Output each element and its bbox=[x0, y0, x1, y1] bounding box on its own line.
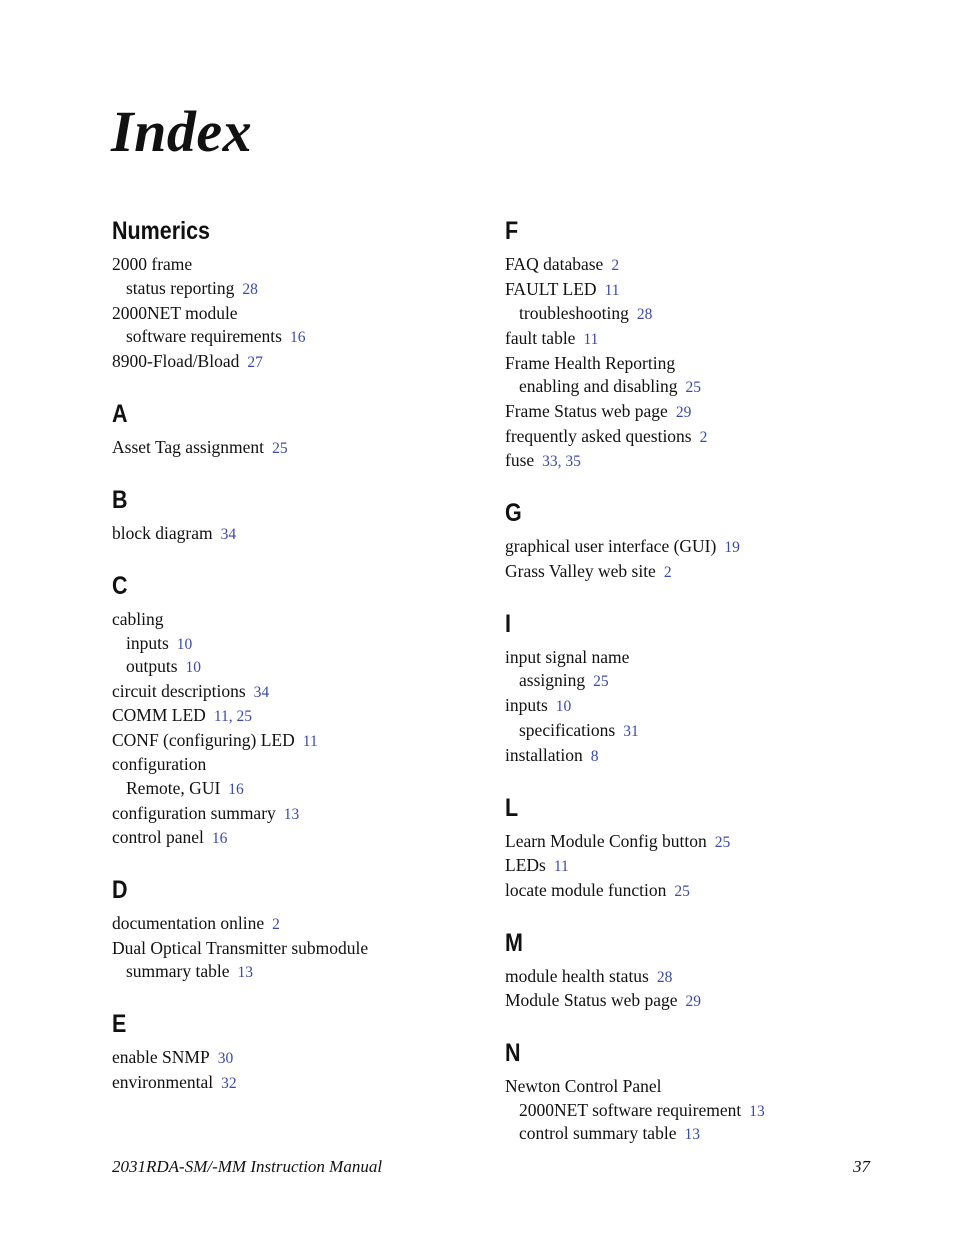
entry-term: configuration summary bbox=[112, 802, 276, 823]
entry-term: Learn Module Config button bbox=[505, 830, 707, 851]
index-entry bbox=[112, 705, 492, 727]
entry-term: control summary table bbox=[519, 1122, 677, 1143]
section-letter: G bbox=[505, 499, 522, 527]
section-letter: C bbox=[112, 572, 128, 600]
section-letter: M bbox=[505, 928, 523, 957]
page-link[interactable]: 34 bbox=[220, 526, 237, 543]
entry-term: inputs bbox=[126, 632, 169, 653]
index-entry bbox=[112, 730, 492, 752]
entry-term: graphical user interface (GUI) bbox=[505, 536, 717, 556]
index-section-d bbox=[112, 873, 492, 983]
index-entry bbox=[505, 647, 885, 668]
page-link[interactable]: 10 bbox=[185, 658, 202, 676]
page-link[interactable]: 8 bbox=[590, 747, 599, 765]
page-link[interactable]: 13 bbox=[283, 805, 300, 823]
index-entry bbox=[505, 855, 885, 877]
index-entry bbox=[505, 745, 885, 767]
page-separator: , bbox=[228, 708, 237, 725]
index-column-left bbox=[112, 214, 492, 1118]
entry-term: input signal name bbox=[505, 646, 630, 667]
index-entry bbox=[112, 913, 492, 935]
index-entry bbox=[112, 803, 492, 825]
entry-term: Frame Status web page bbox=[505, 401, 668, 421]
footer-manual-title: 2031RDA-SM/-MM Instruction Manual bbox=[112, 1157, 383, 1176]
page-link[interactable]: 25 bbox=[272, 440, 288, 457]
index-entry bbox=[505, 966, 885, 988]
index-section-a bbox=[112, 397, 492, 459]
entry-term: inputs bbox=[505, 695, 548, 715]
page-link[interactable]: 28 bbox=[656, 968, 673, 986]
index-subentry bbox=[505, 1123, 885, 1145]
entry-term: locate module function bbox=[505, 879, 667, 900]
entry-term: fault table bbox=[505, 328, 576, 348]
page-link[interactable]: 11 bbox=[213, 708, 229, 725]
entry-term: frequently asked questions bbox=[505, 425, 692, 446]
entry-term: CONF (configuring) LED bbox=[112, 729, 295, 750]
entry-term: outputs bbox=[126, 655, 178, 676]
page-link[interactable]: 25 bbox=[593, 673, 609, 690]
index-entry bbox=[505, 353, 885, 374]
entry-term: status reporting bbox=[126, 277, 235, 298]
index-subentry bbox=[112, 778, 492, 800]
page-link[interactable]: 27 bbox=[247, 354, 263, 371]
entry-term: Newton Control Panel bbox=[505, 1076, 662, 1096]
entry-term: software requirements bbox=[126, 326, 282, 346]
entry-term: enable SNMP bbox=[112, 1047, 210, 1067]
page-separator: , bbox=[557, 453, 566, 470]
entry-term: fuse bbox=[505, 450, 535, 470]
entry-term: assigning bbox=[519, 670, 586, 690]
index-section-n bbox=[505, 1036, 885, 1145]
index-section-f bbox=[505, 214, 885, 472]
entry-term: block diagram bbox=[112, 523, 213, 543]
page-link[interactable]: 35 bbox=[565, 453, 581, 470]
index-subentry bbox=[505, 376, 885, 398]
index-subentry bbox=[112, 278, 492, 300]
page-link[interactable]: 2 bbox=[699, 428, 708, 446]
page-link[interactable]: 10 bbox=[176, 635, 193, 653]
index-section-i bbox=[505, 607, 885, 767]
page-link[interactable]: 13 bbox=[237, 964, 254, 981]
page-link[interactable]: 11 bbox=[302, 732, 318, 750]
index-section-b bbox=[112, 483, 492, 545]
index-entry bbox=[112, 1047, 492, 1069]
index-entry bbox=[505, 990, 885, 1012]
page-link[interactable]: 30 bbox=[217, 1050, 234, 1067]
index-entry bbox=[505, 1076, 885, 1097]
entry-term: configuration bbox=[112, 754, 207, 774]
section-letter: A bbox=[112, 400, 128, 428]
page-link[interactable]: 31 bbox=[623, 722, 639, 740]
page-link[interactable]: 28 bbox=[636, 306, 653, 323]
index-subentry bbox=[112, 326, 492, 348]
page-link[interactable]: 11 bbox=[583, 331, 599, 348]
section-letter: I bbox=[505, 609, 511, 638]
page-link[interactable]: 10 bbox=[555, 698, 572, 715]
index-entry bbox=[112, 523, 492, 545]
page-link[interactable]: 2 bbox=[611, 257, 620, 274]
index-entry bbox=[112, 303, 492, 324]
index-entry bbox=[505, 426, 885, 448]
section-letter: F bbox=[505, 217, 519, 245]
entry-term: circuit descriptions bbox=[112, 680, 246, 701]
page-title: Index bbox=[111, 99, 253, 164]
entry-term: documentation online bbox=[112, 913, 265, 933]
page-link[interactable]: 13 bbox=[684, 1125, 700, 1143]
page-link[interactable]: 2 bbox=[272, 916, 280, 933]
index-entry bbox=[505, 401, 885, 423]
entry-term: Remote, GUI bbox=[126, 777, 221, 798]
page-link[interactable]: 28 bbox=[242, 280, 258, 298]
index-entry bbox=[505, 695, 885, 717]
index-entry bbox=[505, 450, 885, 472]
page-link[interactable]: 11 bbox=[604, 281, 620, 299]
index-subentry bbox=[112, 656, 492, 678]
entry-term: summary table bbox=[126, 961, 230, 981]
index-entry bbox=[112, 1072, 492, 1094]
entry-term: Frame Health Reporting bbox=[505, 352, 676, 373]
page-link[interactable]: 29 bbox=[685, 993, 702, 1010]
index-entry bbox=[505, 561, 885, 583]
section-letter: D bbox=[112, 876, 128, 904]
index-entry bbox=[112, 437, 492, 459]
index-subentry bbox=[505, 303, 885, 325]
entry-term: 2000NET software requirement bbox=[519, 1099, 742, 1120]
index-section-m bbox=[505, 926, 885, 1013]
entry-term: Module Status web page bbox=[505, 990, 678, 1010]
index-section-l bbox=[505, 791, 885, 902]
index-entry bbox=[112, 609, 492, 630]
section-letter: L bbox=[505, 793, 519, 822]
index-entry bbox=[505, 880, 885, 902]
page-link[interactable]: 33 bbox=[542, 453, 558, 470]
entry-term: FAQ database bbox=[505, 254, 604, 274]
page-link[interactable]: 19 bbox=[724, 539, 740, 556]
page-link[interactable]: 16 bbox=[211, 830, 228, 847]
index-entry bbox=[112, 254, 492, 275]
entry-term: troubleshooting bbox=[519, 303, 629, 323]
index-entry bbox=[505, 536, 885, 558]
page-link[interactable]: 16 bbox=[228, 780, 244, 798]
entry-term: Asset Tag assignment bbox=[112, 437, 265, 457]
page-link[interactable]: 25 bbox=[685, 379, 701, 396]
index-subentry bbox=[112, 961, 492, 983]
entry-term: installation bbox=[505, 744, 583, 765]
index-subentry bbox=[112, 633, 492, 655]
section-letter: N bbox=[505, 1039, 521, 1067]
index-section-c bbox=[112, 569, 492, 849]
index-entry bbox=[505, 831, 885, 853]
index-section-e bbox=[112, 1007, 492, 1094]
page-link[interactable]: 11 bbox=[553, 858, 569, 875]
page-link[interactable]: 25 bbox=[236, 708, 253, 725]
footer-page-number: 37 bbox=[853, 1157, 870, 1176]
page-link[interactable]: 16 bbox=[289, 329, 306, 346]
index-section-g bbox=[505, 496, 885, 583]
entry-term: enabling and disabling bbox=[519, 376, 678, 396]
entry-term: cabling bbox=[112, 609, 164, 629]
entry-term: COMM LED bbox=[112, 705, 206, 725]
index-column-right bbox=[505, 214, 885, 1169]
entry-term: 2000NET module bbox=[112, 302, 238, 323]
entry-term: control panel bbox=[112, 827, 204, 847]
index-subentry bbox=[505, 1100, 885, 1122]
entry-term: environmental bbox=[112, 1071, 214, 1092]
index-entry bbox=[112, 351, 492, 373]
page-link[interactable]: 25 bbox=[674, 882, 690, 900]
index-entry bbox=[505, 254, 885, 276]
index-entry bbox=[112, 754, 492, 775]
section-letter: E bbox=[112, 1010, 127, 1038]
section-letter: Numerics bbox=[112, 217, 210, 245]
entry-term: module health status bbox=[505, 965, 649, 986]
entry-term: FAULT LED bbox=[505, 278, 597, 299]
entry-term: LEDs bbox=[505, 855, 546, 875]
entry-term: Dual Optical Transmitter submodule bbox=[112, 937, 369, 958]
index-entry bbox=[505, 279, 885, 301]
entry-term: 8900-Fload/Bload bbox=[112, 351, 240, 371]
index-entry bbox=[112, 681, 492, 703]
page-link[interactable]: 25 bbox=[714, 833, 731, 851]
index-section-numerics bbox=[112, 214, 492, 373]
index-subentry bbox=[505, 720, 885, 742]
section-letter: B bbox=[112, 486, 128, 514]
page-link[interactable]: 29 bbox=[675, 404, 692, 421]
page-link[interactable]: 2 bbox=[663, 563, 672, 581]
page-link[interactable]: 32 bbox=[221, 1074, 237, 1092]
index-entry bbox=[112, 827, 492, 849]
page-link[interactable]: 13 bbox=[749, 1102, 765, 1120]
entry-term: specifications bbox=[519, 719, 616, 740]
entry-term: 2000 frame bbox=[112, 254, 193, 274]
index-entry bbox=[505, 328, 885, 350]
page-footer bbox=[112, 1156, 870, 1178]
entry-term: Grass Valley web site bbox=[505, 560, 656, 581]
index-subentry bbox=[505, 670, 885, 692]
page-link[interactable]: 34 bbox=[253, 683, 270, 701]
index-entry bbox=[112, 938, 492, 959]
